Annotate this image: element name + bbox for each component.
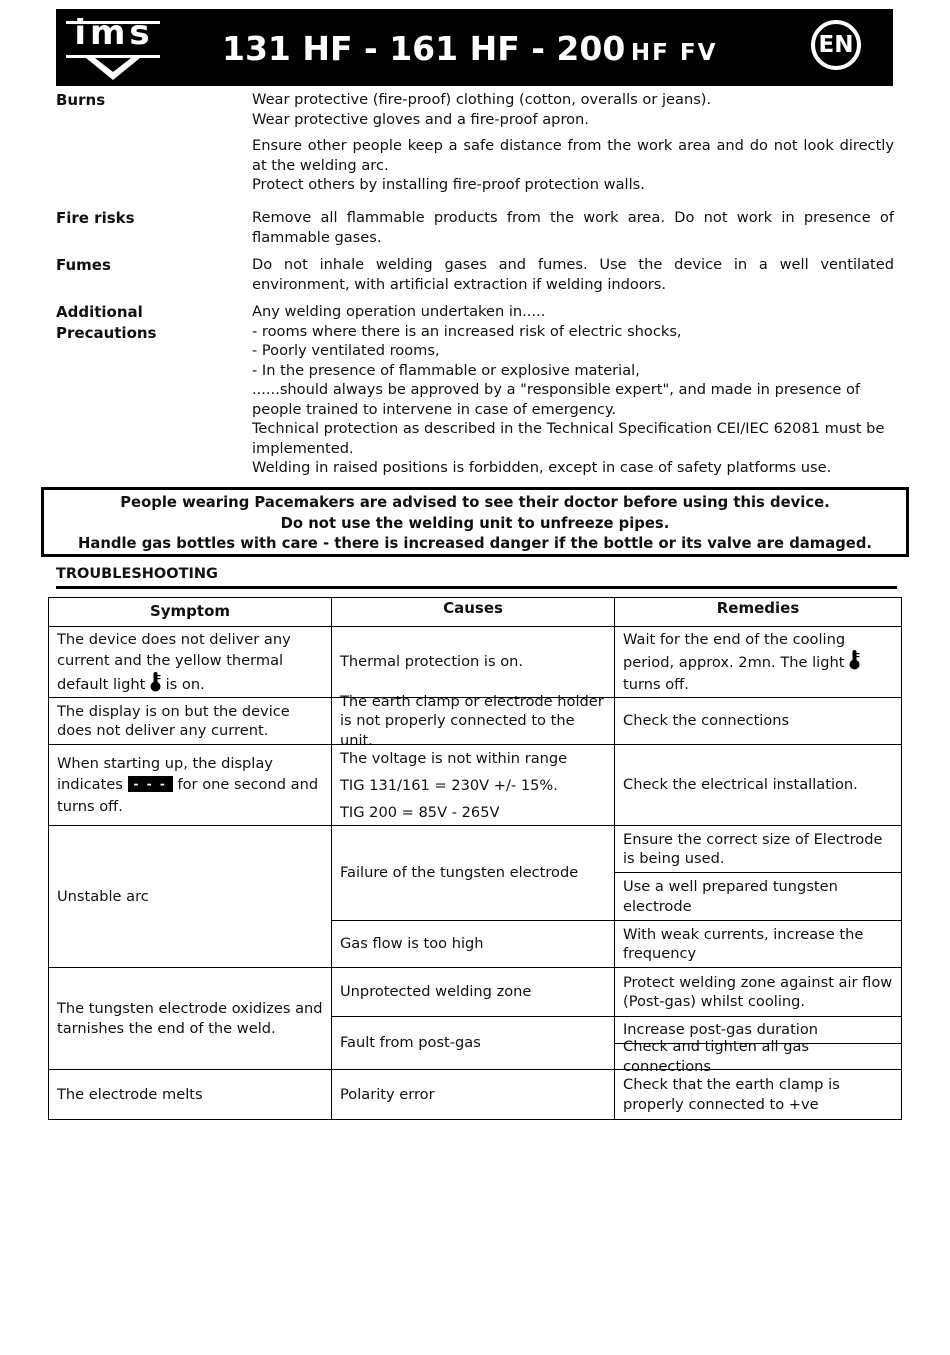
remedy-text: Check and tighten all gas connections <box>623 1038 810 1075</box>
section-label <box>56 302 236 344</box>
remedy-text: Wait for the end of the cooling period, approx. 2mn. The light <box>623 630 846 672</box>
page-title <box>222 27 717 77</box>
column-header-symptom: Symptom <box>49 598 332 627</box>
section-body <box>252 208 894 247</box>
display-code: - - - <box>128 776 173 792</box>
symptom-cell <box>49 745 332 826</box>
paragraph: Welding in raised positions is forbidden, except in case of safety platforms use. <box>252 459 832 476</box>
header-banner <box>56 9 893 86</box>
symptom-text: for one second and turns off. <box>57 776 319 815</box>
cause-cell <box>332 968 615 1017</box>
symptom-cell <box>49 968 332 1070</box>
heading-divider <box>56 586 897 589</box>
paragraph: Remove all flammable products from the work area. Do not work in presence of flammable gases. <box>252 209 894 246</box>
ims-logo <box>64 13 164 81</box>
symptom-text: Unstable arc <box>57 887 149 905</box>
column-header-remedies: Remedies <box>615 598 902 627</box>
paragraph: ......should always be approved by a "responsible expert", and made in presence of people trained to intervene in case of emergency. <box>252 381 861 418</box>
cause-text: The earth clamp or electrode holder is not properly connected to the unit. <box>340 692 604 749</box>
cause-cell <box>332 826 615 921</box>
cause-text: Fault from post-gas <box>340 1034 481 1052</box>
cause-text: TIG 200 = 85V - 265V <box>340 803 500 821</box>
remedy-text: Check that the earth clamp is properly connected to +ve <box>623 1076 840 1113</box>
cause-cell <box>332 921 615 968</box>
cause-cell <box>332 627 615 698</box>
remedy-cell <box>615 698 902 745</box>
remedy-text: Check the connections <box>623 712 790 730</box>
symptom-text: The tungsten electrode oxidizes and tarnishes the end of the weld. <box>57 1000 323 1037</box>
paragraph: Protect others by installing fire-proof protection walls. <box>252 176 645 193</box>
remedy-text: Ensure the correct size of Electrode is being used. <box>623 830 883 867</box>
symptom-text: The display is on but the device does not deliver any current. <box>57 702 290 739</box>
warning-line: People wearing Pacemakers are advised to see their doctor before using this device. <box>120 494 830 511</box>
paragraph: - In the presence of flammable or explosive material, <box>252 361 640 379</box>
title-suffix: HF FV <box>630 40 718 66</box>
warning-box <box>41 487 909 557</box>
cause-text: Gas flow is too high <box>340 935 484 953</box>
symptom-text: is on. <box>165 675 205 693</box>
remedy-text: turns off. <box>623 675 689 693</box>
paragraph: Any welding operation undertaken in..... <box>252 303 546 320</box>
remedy-cell <box>615 968 902 1017</box>
remedy-cell <box>615 627 902 698</box>
remedy-text: Use a well prepared tungsten electrode <box>623 878 838 915</box>
symptom-cell <box>49 826 332 968</box>
warning-line: Do not use the welding unit to unfreeze pipes. <box>280 514 670 532</box>
section-body <box>252 90 894 195</box>
cause-text: Failure of the tungsten electrode <box>340 864 579 882</box>
language-badge: EN <box>811 20 861 70</box>
paragraph: - rooms where there is an increased risk of electric shocks, <box>252 322 682 340</box>
thermometer-icon <box>849 650 860 670</box>
symptom-cell <box>49 627 332 698</box>
remedy-cell <box>615 1070 902 1120</box>
remedy-cell <box>615 1038 902 1075</box>
remedy-text: Check the electrical installation. <box>623 776 858 794</box>
paragraph: Technical protection as described in the Technical Specification CEI/IEC 62081 must be implemented. <box>252 420 885 457</box>
section-label: Burns <box>56 91 106 109</box>
cause-cell <box>332 745 615 826</box>
troubleshooting-table <box>48 597 902 1120</box>
paragraph: Wear protective gloves and a fire-proof apron. <box>252 110 589 128</box>
logo-chevron-icon <box>86 58 140 80</box>
section-body <box>252 255 894 294</box>
symptom-text: When starting up, the display indicates <box>57 754 273 794</box>
paragraph: Ensure other people keep a safe distance from the work area and do not look directly at the welding arc. <box>252 137 894 174</box>
thermometer-icon <box>150 672 161 692</box>
remedy-text: With weak currents, increase the frequency <box>623 925 864 962</box>
column-header-causes: Causes <box>332 598 615 627</box>
remedy-cell <box>615 873 902 921</box>
remedy-text: Protect welding zone against air flow (Post-gas) whilst cooling. <box>623 973 893 1010</box>
symptom-text: The electrode melts <box>57 1085 203 1103</box>
cause-text: Thermal protection is on. <box>340 653 524 671</box>
cause-cell <box>332 1017 615 1070</box>
symptom-cell <box>49 1070 332 1120</box>
paragraph: - Poorly ventilated rooms, <box>252 342 440 359</box>
cause-cell <box>332 692 615 749</box>
warning-line: Handle gas bottles with care - there is increased danger if the bottle or its valve are damaged. <box>77 535 873 552</box>
logo-text: ims <box>74 13 154 53</box>
symptom-cell <box>49 698 332 745</box>
cause-text: TIG 131/161 = 230V +/- 15%. <box>340 776 558 794</box>
cause-cell <box>332 1070 615 1120</box>
title-models: 131 HF - 161 HF - 200 <box>222 29 626 68</box>
section-label: Fire risks <box>56 209 135 227</box>
section-label-line: Precautions <box>56 324 157 342</box>
symptom-text: The device does not deliver any current and the yellow thermal default light <box>57 630 291 693</box>
remedy-cell <box>615 745 902 826</box>
cause-text: Polarity error <box>340 1085 435 1103</box>
section-label: Fumes <box>56 256 111 274</box>
troubleshooting-heading: TROUBLESHOOTING <box>56 566 218 582</box>
remedy-cell <box>615 921 902 968</box>
remedy-text: Increase post-gas duration <box>623 1021 819 1039</box>
paragraph: Do not inhale welding gases and fumes. Use the device in a well ventilated environment, with artificial extraction if welding indoors. <box>252 256 894 293</box>
paragraph: Wear protective (fire-proof) clothing (cotton, overalls or jeans). <box>252 91 712 108</box>
remedy-cell <box>615 826 902 873</box>
cause-text: Unprotected welding zone <box>340 983 532 1001</box>
section-body <box>252 302 894 478</box>
cause-text: The voltage is not within range <box>340 749 568 767</box>
section-label-line: Additional <box>56 303 143 321</box>
